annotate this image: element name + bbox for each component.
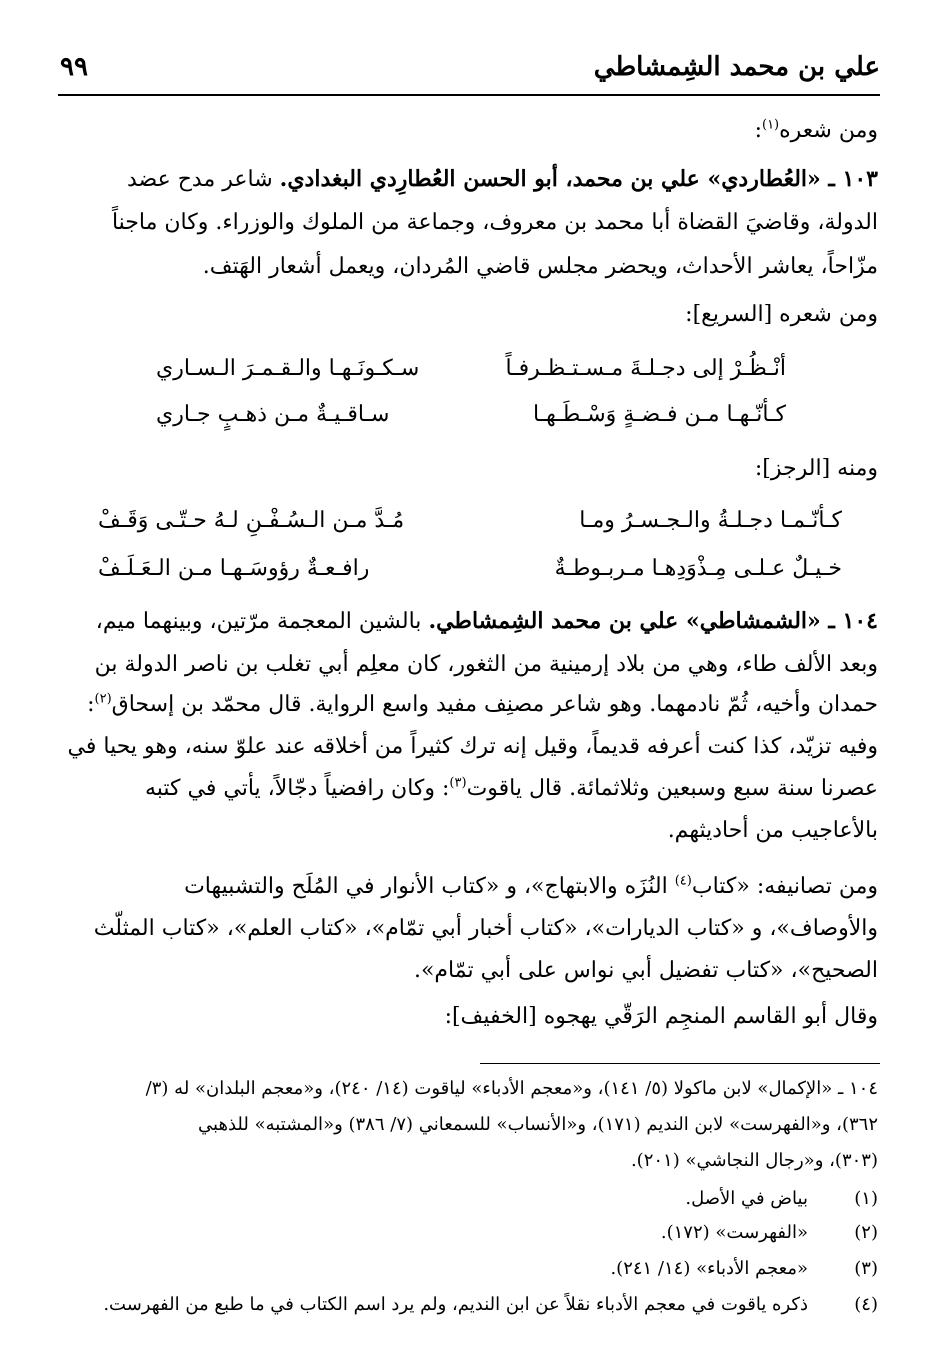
entry-104-heading: ١٠٤ ـ «الشمشاطي» علي بن محمد الشِمشاطي. بالشين المعجمة مرّتين، وبينهما ميم، bbox=[95, 608, 878, 634]
footnote-line: ١٠٤ ـ «الإكمال» لابن ماكولا (٥/ ١٤١)، و«معجم الأدباء» لياقوت (١٤/ ٢٤٠)، و«معجم البلدان» له (٣/ bbox=[145, 1078, 878, 1099]
footnote-line: ٣٦٢)، و«الفهرست» لابن النديم (١٧١)، و«الأنساب» للسمعاني (٧/ ٣٨٦) و«المشتبه» للذهبي bbox=[198, 1114, 878, 1135]
footnote-ref: (٣) bbox=[449, 775, 467, 791]
verse-hemistich-left: سـاقـيـةٌ مـن ذهـبٍ جـاري bbox=[156, 402, 390, 427]
footnote-text: «معجم الأدباء» (١٤/ ٢٤١). bbox=[610, 1258, 808, 1279]
footnote-text: ذكره ياقوت في معجم الأدباء نقلاً عن ابن النديم، ولم يرد اسم الكتاب في ما طبع من الفهرست. bbox=[103, 1294, 808, 1315]
text-line: والأوصاف»، و «كتاب الديارات»، «كتاب أخبار أبي تمّام»، «كتاب العلم»، «كتاب المثلّث bbox=[93, 916, 878, 941]
text-line: ومن شعره [السريع]: bbox=[685, 302, 878, 327]
footnote-ref: (١) bbox=[761, 117, 780, 133]
text-line: عصرنا سنة سبع وسبعين وثلاثمائة. قال ياقوت$^{(٣)}$: وكان رافضياً دجّالاً، يأتي في كتبه bbox=[144, 775, 878, 801]
verse-hemistich-left: سـكـونَـهـا والـقـمـرَ الـسـاري bbox=[156, 356, 420, 381]
footnote-text: «الفهرست» (١٧٢). bbox=[660, 1222, 808, 1243]
text-line: وفيه تزيّد، كذا كنت أعرفه قديماً، وقيل إنه ترك كثيراً من أخلاقه عند علوّ سنه، وهو يحيا في bbox=[67, 734, 878, 759]
footnote-ref: (٢) bbox=[94, 691, 112, 707]
footnote-line: (٣٠٣)، و«رجال النجاشي» (٢٠١). bbox=[630, 1150, 878, 1171]
text-line: الصحيح»، «كتاب تفضيل أبي نواس على أبي تمّام». bbox=[413, 958, 878, 983]
text-line: وقال أبو القاسم المنجِم الرَقّي يهجوه [الخفيف]: bbox=[444, 1004, 878, 1029]
footnote-rule bbox=[480, 1063, 880, 1064]
text-line: بالأعاجيب من أحاديثهم. bbox=[667, 818, 878, 843]
text-line: مزّاحاً، يعاشر الأحداث، ويحضر مجلس قاضي المُردان، ويعمل أشعار الهَتف. bbox=[202, 254, 878, 279]
verse-hemistich-left: رافـعـةٌ رؤوسَـهـا مـن الـعَـلَـفْ bbox=[98, 556, 370, 581]
verse-hemistich-right: كـأنّـمـا دجـلـةُ والـجـسـرُ ومـا bbox=[579, 508, 842, 533]
footnote-number: (١) bbox=[854, 1188, 878, 1209]
verse-hemistich-right: خـيـلٌ عـلـى مِـذْوَدِهـا مـربـوطـةٌ bbox=[554, 556, 842, 581]
running-header-title: علي بن محمد الشِمشاطي bbox=[593, 52, 880, 82]
verse-hemistich-left: مُـدَّ مـن الـسُـفْـنِ لـهُ حـتّـى وَقَـفْ bbox=[98, 508, 405, 533]
footnote-number: (٣) bbox=[854, 1258, 878, 1279]
footnote-number: (٤) bbox=[854, 1294, 878, 1315]
verse-hemistich-right: أنْـظُـرْ إلى دجـلـةَ مـسـتـظـرفـاً bbox=[505, 356, 786, 381]
footnote-ref: (٤) bbox=[674, 873, 692, 889]
text-line: ومن شعره$^{(١)}$: bbox=[754, 117, 878, 143]
entry-103-heading: ١٠٣ ـ «العُطاردي» علي بن محمد، أبو الحسن العُطارِدي البغدادي. شاعر مدح عضد bbox=[126, 166, 878, 192]
footnote-number: (٢) bbox=[854, 1222, 878, 1243]
text-line: ومنه [الرجز]: bbox=[754, 456, 878, 481]
header-rule bbox=[58, 94, 880, 96]
text-line: ومن تصانيفه: «كتاب$^{(٤)}$ النُزَه والابتهاج»، و «كتاب الأنوار في المُلَح والتشبيهات bbox=[184, 873, 878, 899]
text-line: وبعد الألف طاء، وهي من بلاد إرمينية من الثغور، كان معلِم أبي تغلب بن ناصر الدولة بن bbox=[94, 652, 878, 677]
page-number: ٩٩ bbox=[60, 52, 88, 82]
text-line: حمدان وأخيه، ثُمّ نادمهما. وهو شاعر مصنِف مفيد واسع الرواية. قال محمّد بن إسحاق$^{(٢)}$: bbox=[87, 691, 878, 717]
text-line: الدولة، وقاضيَ القضاة أبا محمد بن معروف، وجماعة من الملوك والوزراء. وكان ماجناً bbox=[111, 210, 878, 235]
verse-hemistich-right: كـأنّـهـا مـن فـضـةٍ وَسْـطَـهـا bbox=[533, 402, 786, 427]
footnote-text: بياض في الأصل. bbox=[685, 1188, 808, 1209]
